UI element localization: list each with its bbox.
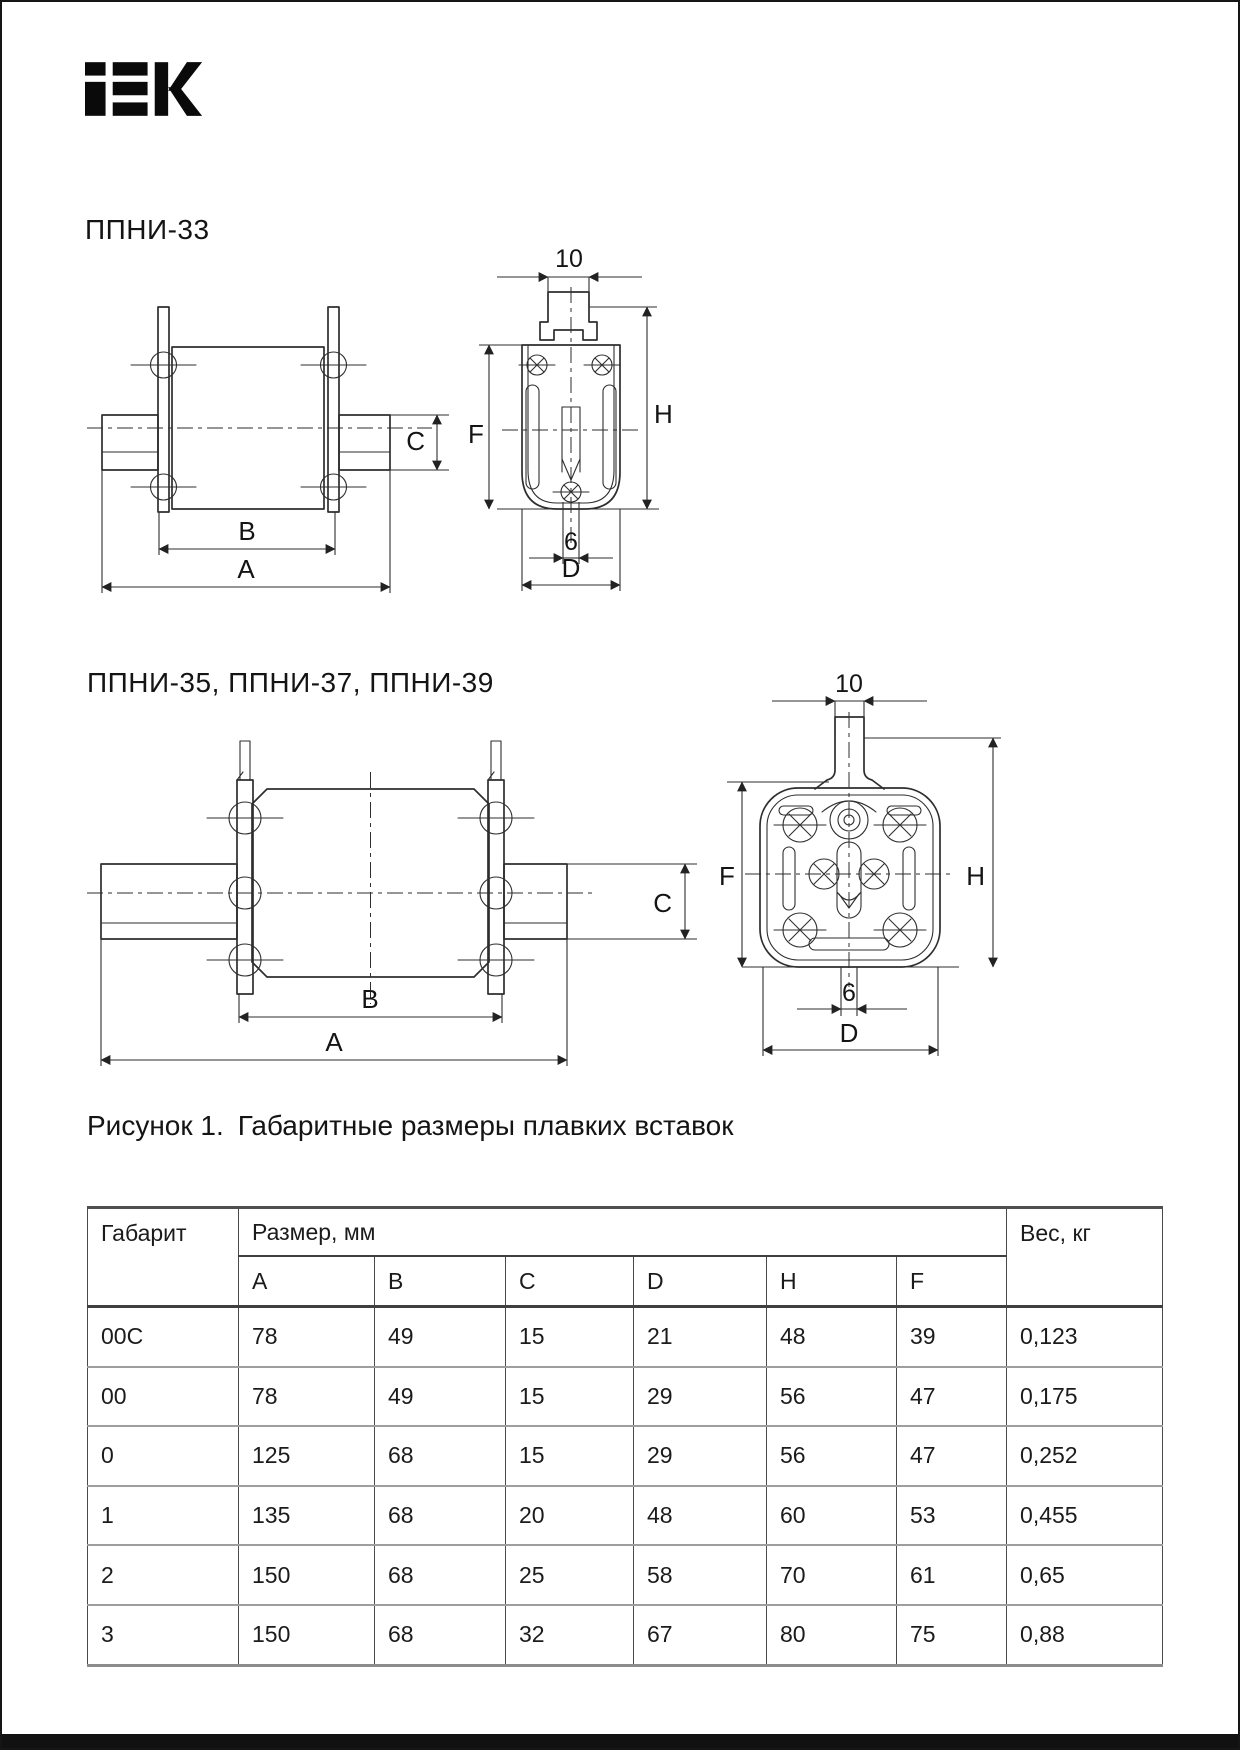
dim-label-c: C xyxy=(406,426,425,456)
table-cell: 60 xyxy=(767,1486,897,1546)
dim-label-10: 10 xyxy=(555,247,583,273)
dimension-10 xyxy=(497,247,642,305)
logo-i-dot xyxy=(85,62,106,75)
rivets xyxy=(131,352,366,500)
drawing1-title: ППНИ-33 xyxy=(85,214,210,245)
table-cell: 15 xyxy=(506,1307,634,1367)
logo-k-lower xyxy=(168,87,202,116)
table-cell: 29 xyxy=(634,1367,767,1427)
dimension-6 xyxy=(797,967,907,1016)
ppni-35-front-view-drawing xyxy=(657,642,1017,1062)
table-subheader-row xyxy=(88,1256,1163,1307)
table-cell: 78 xyxy=(239,1367,375,1427)
table-cell: 68 xyxy=(375,1545,506,1605)
center-boss xyxy=(779,801,921,839)
drawing2-title: ППНИ-35, ППНИ-37, ППНИ-39 xyxy=(87,667,494,698)
table-cell: 150 xyxy=(239,1545,375,1605)
table-cell: 48 xyxy=(767,1307,897,1367)
ppni-33-front-view-drawing xyxy=(467,247,679,597)
table-cell: 00C xyxy=(88,1307,239,1367)
table-row xyxy=(88,1426,1163,1486)
table-header-row xyxy=(88,1208,1163,1257)
logo-e-bar xyxy=(113,102,148,115)
table-cell: 0,123 xyxy=(1007,1307,1163,1367)
table-cell: 0,65 xyxy=(1007,1545,1163,1605)
table-cell: 47 xyxy=(897,1367,1007,1427)
table-cell: 67 xyxy=(634,1605,767,1665)
column-header-a: A xyxy=(239,1256,375,1307)
table-cell: 00 xyxy=(88,1367,239,1427)
dim-label-h: H xyxy=(654,399,673,429)
figure-caption xyxy=(87,1110,733,1142)
page-bottom-bar xyxy=(2,1734,1238,1748)
table-cell: 15 xyxy=(506,1426,634,1486)
dimension-f xyxy=(468,345,522,509)
dim-label-a: A xyxy=(237,554,255,584)
table-row xyxy=(88,1605,1163,1665)
table-cell: 32 xyxy=(506,1605,634,1665)
table-row xyxy=(88,1545,1163,1605)
table-cell: 49 xyxy=(375,1367,506,1427)
table-cell: 61 xyxy=(897,1545,1007,1605)
table-cell: 39 xyxy=(897,1307,1007,1367)
column-header-size: Размер, мм xyxy=(239,1208,1007,1257)
knife-contact-left xyxy=(101,864,237,939)
figure-label: Рисунок 1. xyxy=(87,1110,224,1141)
table-cell: 21 xyxy=(634,1307,767,1367)
column-header-weight: Вес, кг xyxy=(1007,1208,1163,1307)
contact-plate-right xyxy=(488,780,504,994)
table-row xyxy=(88,1367,1163,1427)
column-header-f: F xyxy=(897,1256,1007,1307)
dim-label-b: B xyxy=(238,516,256,546)
dim-label-c: C xyxy=(653,888,672,918)
table-cell: 20 xyxy=(506,1486,634,1546)
contact-plate-right xyxy=(328,307,339,512)
dimension-h xyxy=(589,307,673,509)
table-cell: 0,175 xyxy=(1007,1367,1163,1427)
dim-label-a: A xyxy=(325,1027,343,1057)
contact-plate-left xyxy=(237,780,253,994)
table-cell: 2 xyxy=(88,1545,239,1605)
dimensions-table xyxy=(87,1206,1163,1667)
table-cell: 15 xyxy=(506,1367,634,1427)
table-row xyxy=(88,1486,1163,1546)
table-cell: 150 xyxy=(239,1605,375,1665)
table-cell: 0,88 xyxy=(1007,1605,1163,1665)
side-slot-left xyxy=(783,847,795,910)
logo-k-stem xyxy=(155,62,168,116)
dim-label-d: D xyxy=(839,1018,859,1048)
table-cell: 56 xyxy=(767,1426,897,1486)
table-cell: 78 xyxy=(239,1307,375,1367)
dim-label-b: B xyxy=(361,984,379,1014)
table-cell: 0,455 xyxy=(1007,1486,1163,1546)
knife-contact-left xyxy=(102,415,158,470)
table-cell: 49 xyxy=(375,1307,506,1367)
table-cell: 68 xyxy=(375,1486,506,1546)
column-header-gabarit: Габарит xyxy=(88,1208,239,1307)
dimension-a xyxy=(101,939,567,1066)
table-cell: 3 xyxy=(88,1605,239,1665)
knife-contact-right xyxy=(339,415,390,470)
dim-label-f: F xyxy=(719,861,735,891)
table-cell: 135 xyxy=(239,1486,375,1546)
dimension-b xyxy=(159,512,335,555)
table-cell: 80 xyxy=(767,1605,897,1665)
side-slot-right xyxy=(903,847,915,910)
dim-label-10: 10 xyxy=(835,670,863,698)
rivets xyxy=(207,802,534,976)
logo-k-upper xyxy=(168,62,202,91)
dim-label-d: D xyxy=(561,553,581,583)
dim-label-h: H xyxy=(966,861,985,891)
table-cell: 70 xyxy=(767,1545,897,1605)
table-cell: 0 xyxy=(88,1426,239,1486)
table-cell: 48 xyxy=(634,1486,767,1546)
column-header-b: B xyxy=(375,1256,506,1307)
dim-label-6: 6 xyxy=(564,528,578,556)
contact-plate-left xyxy=(158,307,169,512)
iek-logo xyxy=(85,60,203,118)
logo-i-body xyxy=(85,82,106,116)
table-cell: 53 xyxy=(897,1486,1007,1546)
logo-e-bar xyxy=(113,82,148,95)
logo-e-bar xyxy=(113,62,148,75)
dimension-c xyxy=(390,415,449,470)
striker-tab-right xyxy=(488,741,501,780)
dim-label-6: 6 xyxy=(842,979,856,1007)
table-cell: 68 xyxy=(375,1605,506,1665)
knife-contact-right xyxy=(504,864,567,939)
dim-label-f: F xyxy=(468,419,484,449)
striker-tab-left xyxy=(237,741,250,780)
figure-caption-text: Габаритные размеры плавких вставок xyxy=(237,1110,734,1141)
blade-contact xyxy=(540,292,597,340)
dimension-b xyxy=(239,984,502,1023)
table-cell: 125 xyxy=(239,1426,375,1486)
table-cell: 68 xyxy=(375,1426,506,1486)
column-header-h: H xyxy=(767,1256,897,1307)
table-cell: 29 xyxy=(634,1426,767,1486)
table-cell: 56 xyxy=(767,1367,897,1427)
table-cell: 25 xyxy=(506,1545,634,1605)
mounting-holes xyxy=(519,355,620,375)
table-cell: 47 xyxy=(897,1426,1007,1486)
table-cell: 1 xyxy=(88,1486,239,1546)
column-header-d: D xyxy=(634,1256,767,1307)
ppni-35-side-view-drawing xyxy=(87,732,727,1077)
table-cell: 0,252 xyxy=(1007,1426,1163,1486)
column-header-c: C xyxy=(506,1256,634,1307)
ppni-33-side-view-drawing xyxy=(87,297,457,602)
table-cell: 58 xyxy=(634,1545,767,1605)
table-cell: 75 xyxy=(897,1605,1007,1665)
table-row xyxy=(88,1307,1163,1367)
